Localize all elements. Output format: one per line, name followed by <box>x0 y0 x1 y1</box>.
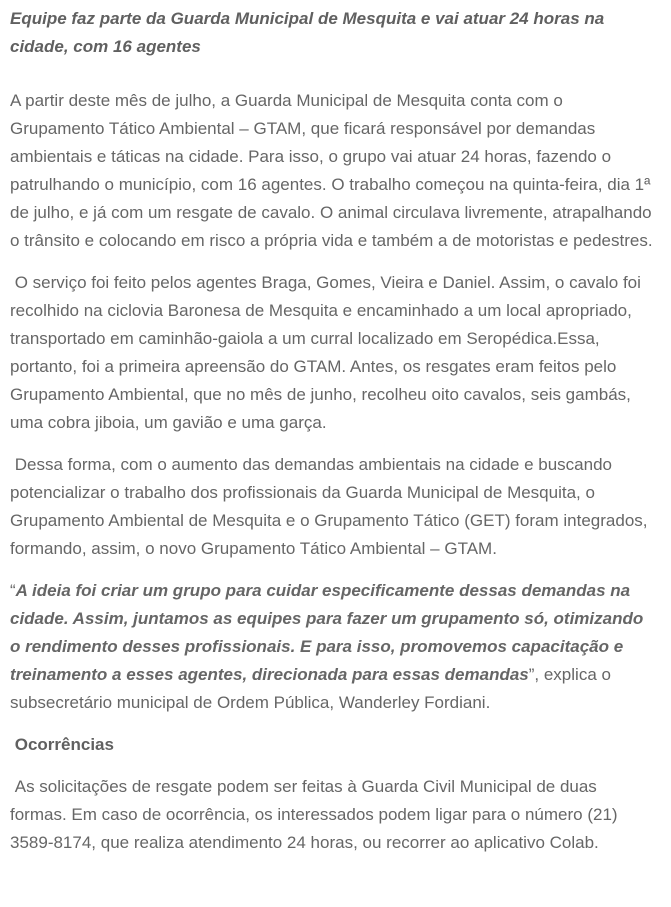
quote-attribution: ”, explica o subsecretário municipal de Ordem Pública, Wanderley Fordiani. <box>10 665 616 712</box>
article-title: Equipe faz parte da Guarda Municipal de Mesquita e vai atuar 24 horas na cidade, com 16 agentes <box>10 9 609 56</box>
paragraph-contact: As solicitações de resgate podem ser feitas à Guarda Civil Municipal de duas formas. Em caso de ocorrência, os interessados podem ligar para o número (21) 3589-8174, que realiza atendimento 24 horas, ou recorrer ao aplicativo Colab. <box>10 777 623 852</box>
quote-text: A ideia foi criar um grupo para cuidar especificamente dessas demandas na cidade. Assim, juntamos as equipes para fazer um grupamento só, otimizando o rendimento desses profissionais. E para isso, promovemos capacitação e treinamento a esses agentes, direcionada para essas demandas <box>10 581 648 684</box>
section-heading-ocorrencias: Ocorrências <box>10 735 114 754</box>
paragraph-quote <box>10 577 657 717</box>
quote-open-mark: “ <box>10 581 16 600</box>
paragraph-rescue: O serviço foi feito pelos agentes Braga, Gomes, Vieira e Daniel. Assim, o cavalo foi recolhido na ciclovia Baronesa de Mesquita e encaminhado a um local apropriado, transportado em caminhão-gaiola a um curral localizado em Seropédica.Essa, portanto, foi a primeira apreensão do GTAM. Antes, os resgates eram feitos pelo Grupamento Ambiental, que no mês de junho, recolheu oito cavalos, seis gambás, uma cobra jiboia, um gavião e uma garça. <box>10 273 646 432</box>
paragraph-intro: A partir deste mês de julho, a Guarda Municipal de Mesquita conta com o Grupamento Tático Ambiental – GTAM, que ficará responsável por demandas ambientais e táticas na cidade. Para isso, o grupo vai atuar 24 horas, fazendo o patrulhando o município, com 16 agentes. O trabalho começou na quinta-feira, dia 1ª de julho, e já com um resgate de cavalo. O animal circulava livremente, atrapalhando o trânsito e colocando em risco a própria vida e também a de motoristas e pedestres. <box>10 91 657 250</box>
paragraph-integration: Dessa forma, com o aumento das demandas ambientais na cidade e buscando potencializar o trabalho dos profissionais da Guarda Municipal de Mesquita, o Grupamento Ambiental de Mesquita e o Grupamento Tático (GET) foram integrados, formando, assim, o novo Grupamento Tático Ambiental – GTAM. <box>10 455 653 558</box>
